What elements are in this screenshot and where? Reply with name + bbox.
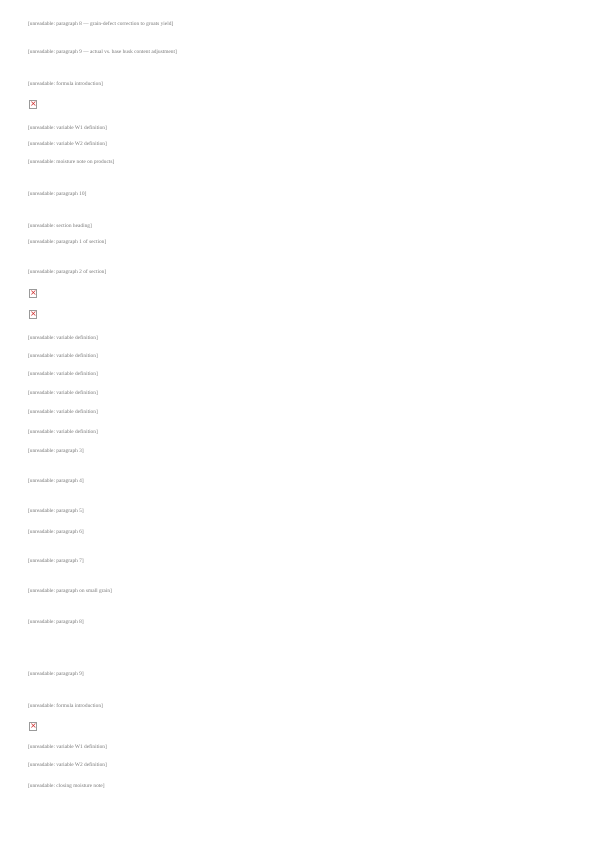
broken-image-icon	[29, 310, 37, 319]
paragraph: [unreadable: paragraph 7]	[28, 558, 84, 564]
paragraph: [unreadable: formula introduction]	[28, 81, 103, 87]
broken-image-icon	[29, 722, 37, 731]
paragraph: [unreadable: moisture note on products]	[28, 159, 115, 165]
paragraph: [unreadable: variable W2 definition]	[28, 141, 107, 147]
paragraph: [unreadable: paragraph 9 — actual vs. base husk content adjustment]	[28, 49, 177, 55]
paragraph: [unreadable: variable definition]	[28, 409, 98, 415]
paragraph: [unreadable: variable W2 definition]	[28, 762, 107, 768]
paragraph: [unreadable: variable definition]	[28, 390, 98, 396]
paragraph: [unreadable: paragraph 8]	[28, 619, 84, 625]
paragraph: [unreadable: variable W1 definition]	[28, 744, 107, 750]
paragraph: [unreadable: paragraph 6]	[28, 529, 84, 535]
paragraph: [unreadable: paragraph 8 — grain-defect correction to groats yield]	[28, 21, 174, 27]
paragraph: [unreadable: paragraph 9]	[28, 671, 84, 677]
paragraph: [unreadable: paragraph 4]	[28, 478, 84, 484]
paragraph: [unreadable: variable W1 definition]	[28, 125, 107, 131]
section-heading: [unreadable: section heading]	[28, 223, 92, 229]
paragraph: [unreadable: paragraph 1 of section]	[28, 239, 107, 245]
paragraph: [unreadable: paragraph 10]	[28, 191, 87, 197]
paragraph: [unreadable: paragraph on small grain]	[28, 588, 112, 594]
paragraph: [unreadable: formula introduction]	[28, 703, 103, 709]
paragraph: [unreadable: variable definition]	[28, 429, 98, 435]
paragraph: [unreadable: variable definition]	[28, 371, 98, 377]
paragraph: [unreadable: closing moisture note]	[28, 783, 105, 789]
broken-image-icon	[29, 289, 37, 298]
paragraph: [unreadable: paragraph 3]	[28, 448, 84, 454]
paragraph: [unreadable: variable definition]	[28, 335, 98, 341]
paragraph: [unreadable: variable definition]	[28, 353, 98, 359]
broken-image-icon	[29, 100, 37, 109]
paragraph: [unreadable: paragraph 2 of section]	[28, 269, 107, 275]
paragraph: [unreadable: paragraph 5]	[28, 508, 84, 514]
